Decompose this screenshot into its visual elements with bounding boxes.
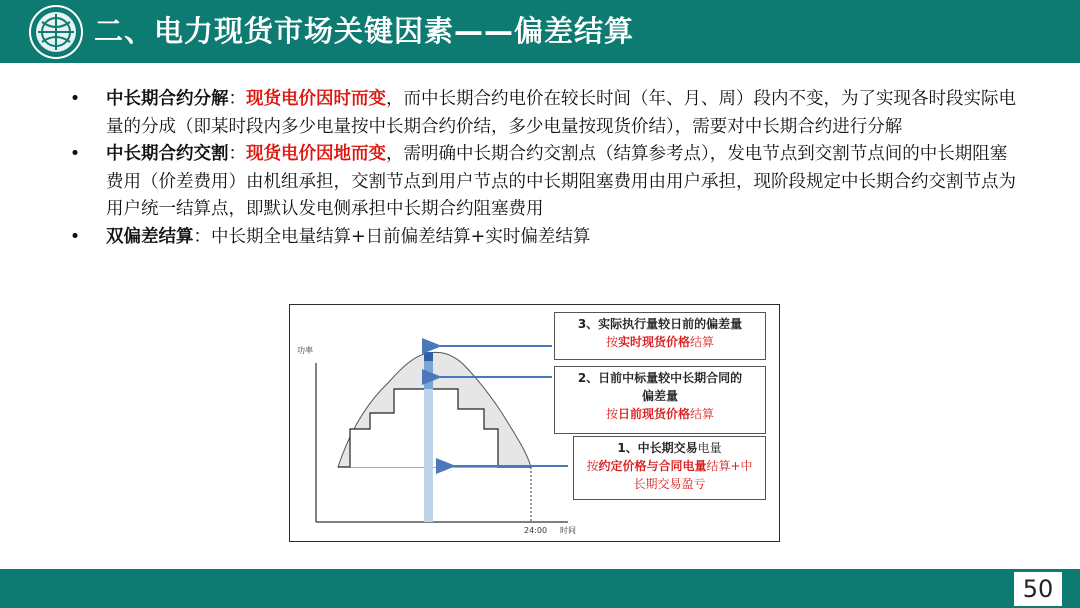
box-heading-continued: 偏差量 <box>641 389 678 403</box>
bullet-separator: ： <box>228 89 246 109</box>
box-detail-prefix: 按 <box>586 459 599 473</box>
contract-settlement-box <box>573 436 766 500</box>
box-heading: 2、日前中标量较中长期合同的 <box>577 371 743 385</box>
box-detail-suffix: 结算 <box>690 335 715 349</box>
box-detail <box>574 457 765 475</box>
box-heading-bold: 1、中长期交易 <box>617 441 698 455</box>
bullet-item-contract-decomposition <box>68 86 1018 141</box>
page-number: 50 <box>1014 572 1062 606</box>
bullet-highlight: 现货电价因地而变 <box>246 144 386 164</box>
bullet-item-contract-delivery <box>68 141 1018 224</box>
header-bar <box>0 0 1080 63</box>
bullet-text: ，而中长期合约电价在较长时间（年、月、周）段内不变，为了实现各时段实际电量的分成（即某时段内多少电量按中长期合约价结，多少电量按现货价结），需要对中长期合约进行分解 <box>106 89 1016 137</box>
bullet-term: 双偏差结算 <box>106 226 194 247</box>
footer-bar <box>0 569 1080 608</box>
state-grid-logo-icon <box>28 4 84 60</box>
x-axis-label: 时间 <box>560 526 576 535</box>
bullet-dot: • <box>69 144 81 164</box>
box-detail-prefix: 按 <box>605 407 618 421</box>
bullet-text: ，需明确中长期合约交割点（结算参考点），发电节点到交割节点间的中长期阻塞费用（价差费用）由机组承担，交割节点到用户节点的中长期阻塞费用由用户承担，现阶段规定中长期合约交割节点为用户统一结算点，即默认发电侧承担中长期合约阻塞费用 <box>106 144 1016 219</box>
bullet-term: 中长期合约交割 <box>106 144 229 164</box>
bullet-separator: ： <box>193 226 211 247</box>
box-detail <box>555 333 765 351</box>
bullet-dot: • <box>69 226 81 247</box>
box-detail-suffix: 结算+中 <box>706 459 753 473</box>
bullet-list <box>68 86 1018 251</box>
bullet-separator: ： <box>228 144 246 164</box>
box-detail-suffix: 结算 <box>690 407 715 421</box>
dayahead-deviation-mark <box>424 361 433 389</box>
y-axis-label: 功率 <box>297 346 313 355</box>
box-detail-prefix: 按 <box>605 335 618 349</box>
box-detail <box>555 405 765 423</box>
realtime-deviation-box <box>554 312 766 360</box>
page-title: 二、电力现货市场关键因素——偏差结算 <box>94 14 635 48</box>
box-detail-price: 日前现货价格 <box>617 407 690 421</box>
box-detail-price: 实时现货价格 <box>617 335 690 349</box>
bullet-term: 中长期合约分解 <box>106 89 229 109</box>
bullet-item-dual-deviation <box>68 224 1018 252</box>
x-tick-label: 24:00 <box>524 526 548 535</box>
box-heading <box>574 439 765 457</box>
box-detail-price: 约定价格与合同电量 <box>598 459 707 473</box>
dayahead-deviation-box <box>554 366 766 434</box>
box-heading-rest: 电量 <box>697 441 722 455</box>
realtime-deviation-mark <box>424 352 433 361</box>
settlement-diagram <box>289 304 780 542</box>
bullet-highlight: 现货电价因时而变 <box>246 89 386 109</box>
box-heading: 3、实际执行量较日前的偏差量 <box>577 317 743 331</box>
box-detail-continued: 长期交易盈亏 <box>633 477 706 491</box>
bullet-dot: • <box>69 89 81 109</box>
bullet-text: 中长期全电量结算+日前偏差结算+实时偏差结算 <box>211 226 591 247</box>
